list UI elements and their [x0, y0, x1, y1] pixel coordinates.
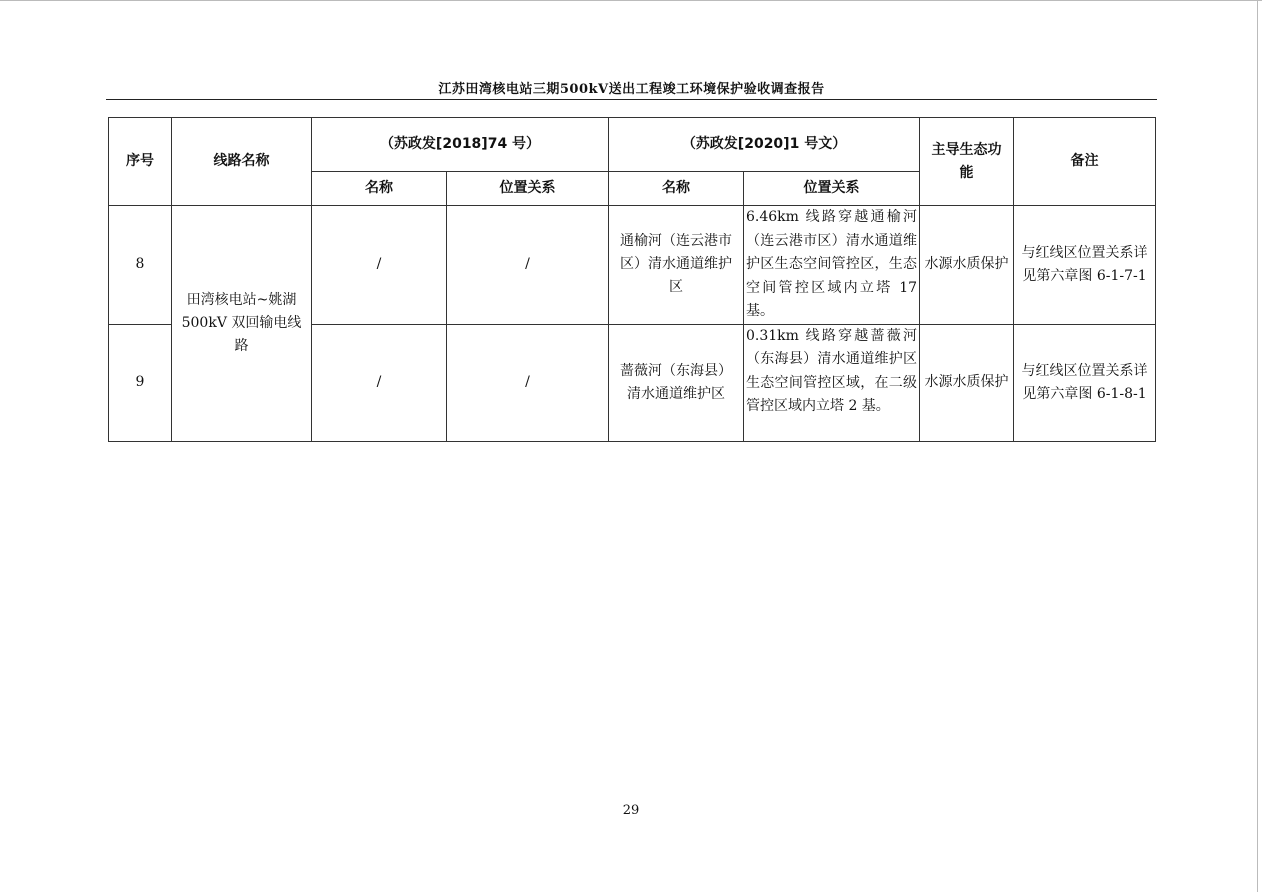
- row-index: 8: [109, 206, 172, 325]
- row-remark-cell: [1014, 324, 1156, 441]
- row-name-2020: 通榆河（连云港市区）清水通道维护区: [620, 233, 732, 296]
- row-relation-2020: 0.31km 线路穿越蔷薇河（东海县）清水通道维护区生态空间管控区域，在二级管控区域内立塔 2 基。: [744, 324, 920, 441]
- page-border-top: [0, 0, 1262, 1]
- row-name-2020-cell: [609, 206, 744, 325]
- page-number: 29: [622, 803, 640, 818]
- row-remark: 与红线区位置关系详见第六章图 6-1-7-1: [1021, 244, 1148, 284]
- header-remark: 备注: [1014, 118, 1156, 206]
- ecological-zone-table: [108, 117, 1156, 442]
- header-name-2018: 名称: [312, 172, 447, 206]
- header-function: [920, 118, 1014, 206]
- row-relation-2020: 6.46km 线路穿越通榆河（连云港市区）清水通道维护区生态空间管控区，生态空间管控区域内立塔 17 基。: [744, 206, 920, 325]
- header-rule: [106, 99, 1157, 100]
- table-row: [109, 206, 1156, 325]
- row-relation-2018: /: [447, 206, 609, 325]
- row-relation-2018: /: [447, 324, 609, 441]
- header-function-text: 主导生态功能: [931, 141, 1002, 181]
- header-row-1: [109, 118, 1156, 172]
- header-group-2018: （苏政发[2018]74 号）: [312, 118, 609, 172]
- header-name-2020: 名称: [609, 172, 744, 206]
- header-relation-2018: 位置关系: [447, 172, 609, 206]
- row-function: 水源水质保护: [924, 374, 1009, 390]
- row-index: 9: [109, 324, 172, 441]
- header-index: 序号: [109, 118, 172, 206]
- row-name-2020-cell: [609, 324, 744, 441]
- report-header-title: 江苏田湾核电站三期500kV送出工程竣工环境保护验收调查报告: [438, 82, 825, 97]
- row-name-2018: /: [312, 206, 447, 325]
- row-name-2018: /: [312, 324, 447, 441]
- row-function: 水源水质保护: [924, 256, 1009, 273]
- header-line-name: 线路名称: [172, 118, 312, 206]
- page-border-right: [1257, 0, 1258, 892]
- row-function-cell: [920, 324, 1014, 441]
- row-function-cell: [920, 206, 1014, 325]
- line-name-text: 田湾核电站~姚湖500kV 双回输电线路: [181, 291, 302, 354]
- row-remark: 与红线区位置关系详见第六章图 6-1-8-1: [1021, 362, 1148, 402]
- header-group-2020: （苏政发[2020]1 号文）: [609, 118, 920, 172]
- row-name-2020: 蔷薇河（东海县）清水通道维护区: [620, 362, 732, 402]
- header-relation-2020: 位置关系: [744, 172, 920, 206]
- line-name-cell: [172, 206, 312, 442]
- row-remark-cell: [1014, 206, 1156, 325]
